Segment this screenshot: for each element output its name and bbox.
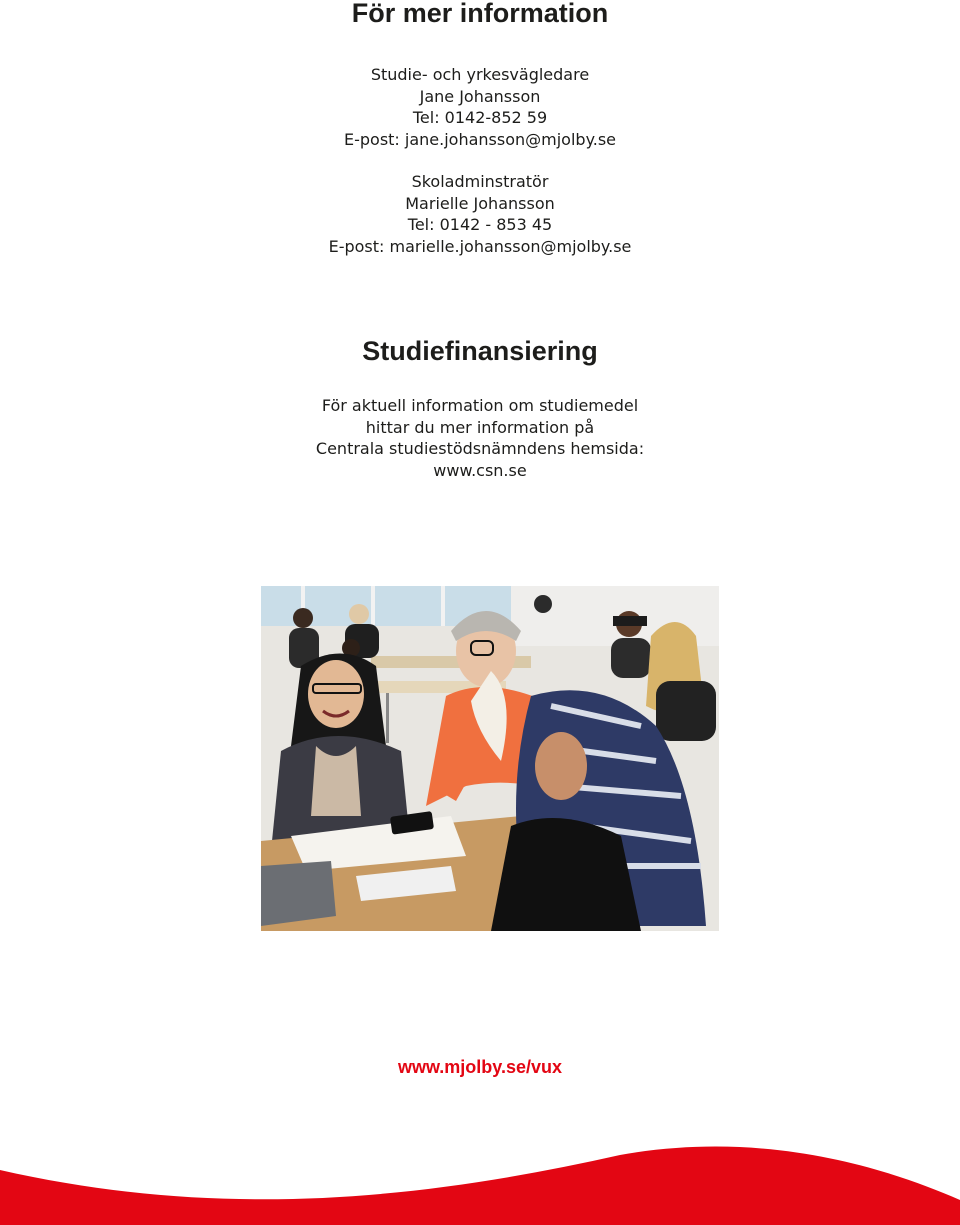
contact-role: Studie- och yrkesvägledare xyxy=(370,65,590,84)
contact-phone: Tel: 0142 - 853 45 xyxy=(407,215,553,234)
contact-school-administrator xyxy=(0,171,960,257)
contact-guidance-counselor xyxy=(0,64,960,150)
contact-name: Jane Johansson xyxy=(419,86,541,106)
contact-name: Marielle Johansson xyxy=(405,193,555,213)
financing-line: Centrala studiestödsnämndens hemsida: xyxy=(315,439,645,458)
financing-line: hittar du mer information på xyxy=(365,417,595,437)
page-title: För mer information xyxy=(351,0,609,28)
financing-line: För aktuell information om studiemedel xyxy=(321,396,639,415)
contact-email: E-post: marielle.johansson@mjolby.se xyxy=(328,236,632,256)
classroom-photo-illustration xyxy=(261,586,719,931)
classroom-photo xyxy=(261,586,719,931)
contact-email: E-post: jane.johansson@mjolby.se xyxy=(343,129,617,149)
footer-website-link[interactable]: www.mjolby.se/vux xyxy=(397,1057,563,1077)
section-heading-financing: Studiefinansiering xyxy=(362,336,598,366)
contact-role: Skoladminstratör xyxy=(411,172,549,191)
footer-wave-decoration xyxy=(0,1140,960,1225)
financing-text xyxy=(0,395,960,481)
financing-link[interactable]: www.csn.se xyxy=(433,460,527,480)
contact-phone: Tel: 0142-852 59 xyxy=(412,108,548,127)
